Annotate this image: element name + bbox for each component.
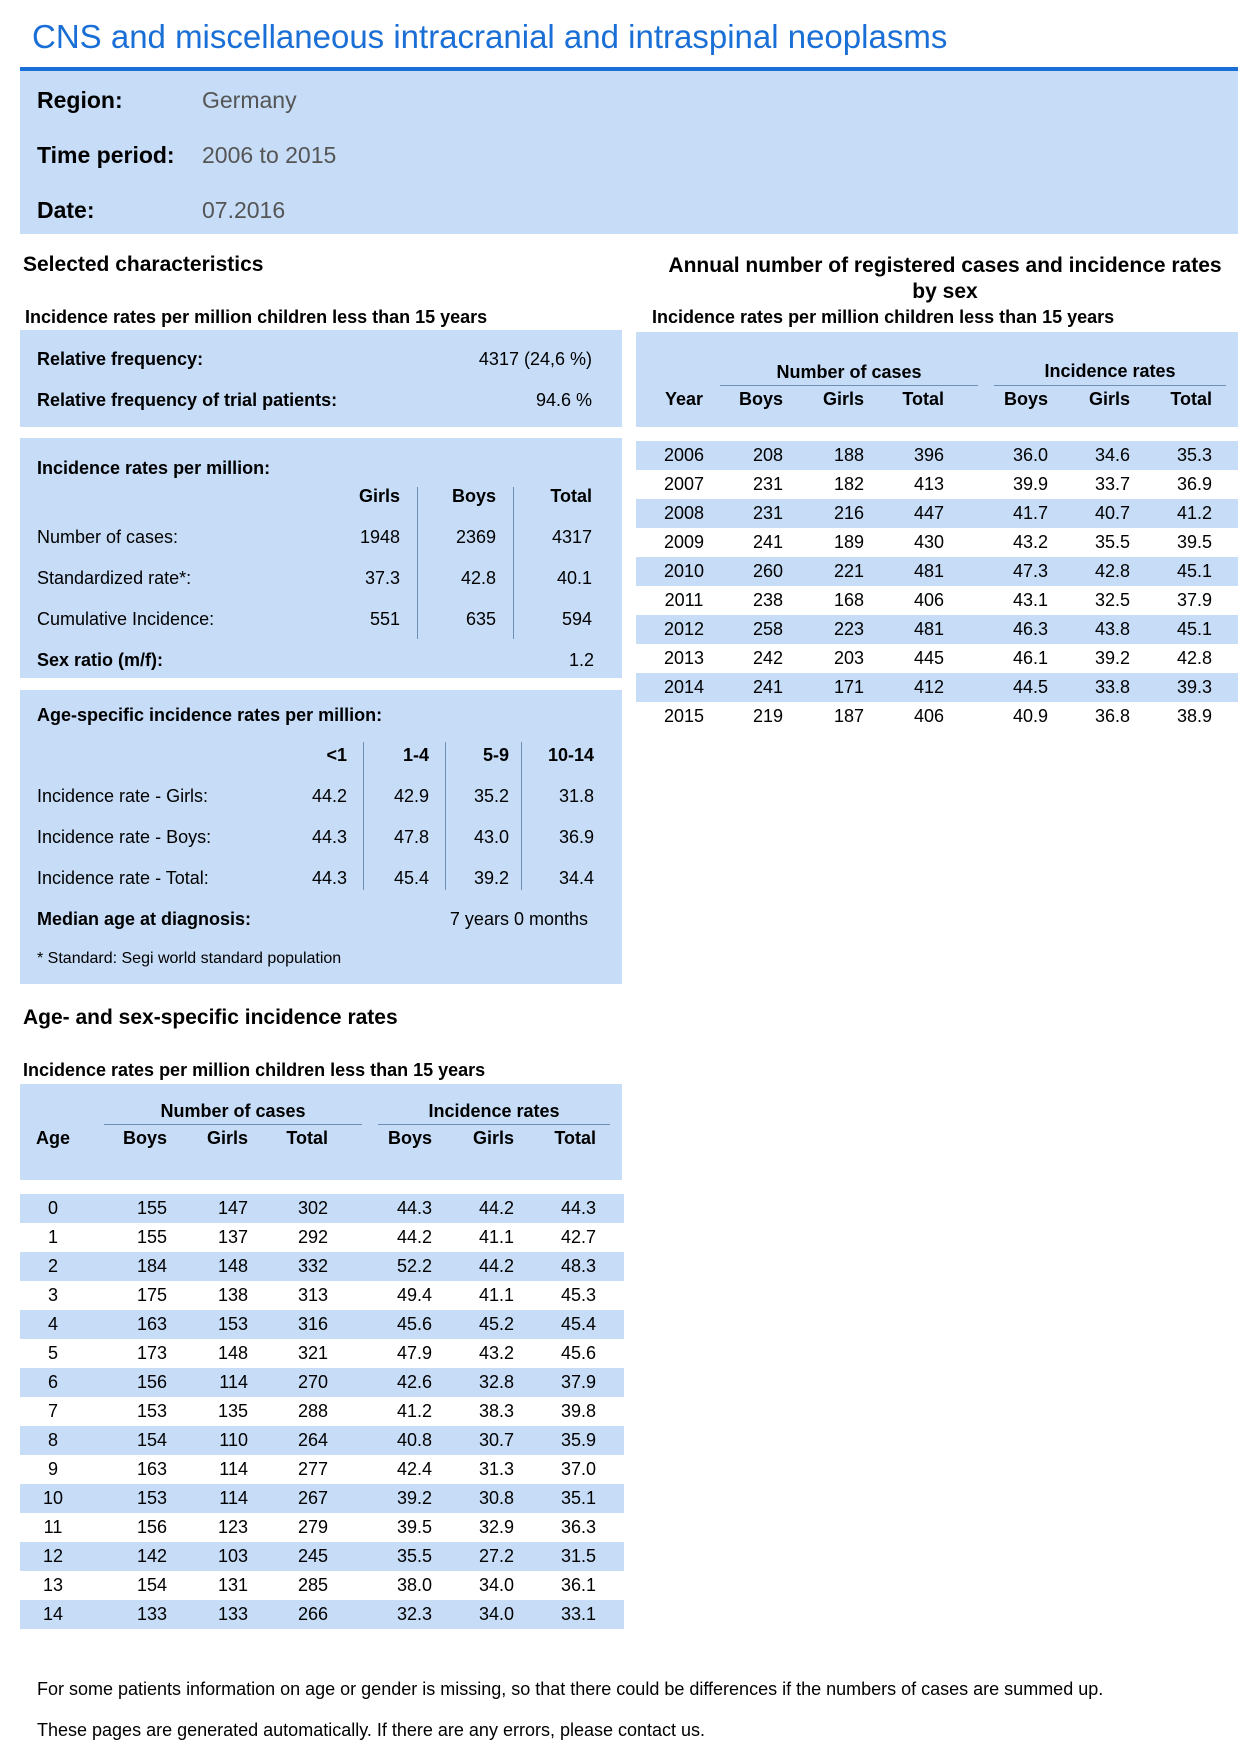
annual-cell: 41.7: [1012, 503, 1048, 523]
age_sex-cell: 45.2: [478, 1314, 514, 1334]
annual-cell: 36.9: [1176, 474, 1212, 494]
annual-cell: 223: [833, 619, 864, 639]
age_sex-cell: 34.0: [478, 1575, 514, 1595]
table-row: [20, 1600, 624, 1629]
date-label: Date:: [37, 197, 95, 223]
age_sex-row-key: 13: [42, 1575, 64, 1595]
age_sex-cell: 44.3: [560, 1198, 596, 1218]
age_sex-cell: 31.3: [478, 1459, 514, 1479]
annual-cell: 46.1: [1012, 648, 1048, 668]
annual-cell: 33.7: [1094, 474, 1130, 494]
annual-cell: 34.6: [1094, 445, 1130, 465]
age_sex-cell: 110: [219, 1430, 248, 1450]
age_sex-row-key: 2: [47, 1256, 58, 1276]
table-row: [20, 1368, 624, 1397]
age_sex-cell: 45.4: [560, 1314, 596, 1334]
annual-cell: 39.9: [1012, 474, 1048, 494]
incidence-cell: 42.8: [460, 568, 496, 588]
age_sex-cell: 163: [136, 1459, 167, 1479]
annual-row-key: 2007: [663, 474, 705, 494]
annual-cell: 258: [752, 619, 783, 639]
age-cell: 34.4: [558, 868, 594, 888]
age_sex-cell: 148: [217, 1256, 248, 1276]
table-row: [636, 470, 1238, 499]
age_sex-cell: 147: [217, 1198, 248, 1218]
annual-cell: 430: [913, 532, 944, 552]
age_sex-cell: 42.6: [396, 1372, 432, 1392]
footnote: * Standard: Segi world standard population: [37, 950, 342, 967]
incidence-col-header: Boys: [451, 486, 496, 506]
age-cell: 44.3: [311, 827, 347, 847]
age-cell: 39.2: [473, 868, 509, 888]
annual-cell: 40.7: [1094, 503, 1130, 523]
date-value: 07.2016: [202, 197, 286, 223]
age_sex-cell: 155: [136, 1227, 167, 1247]
age_sex-col-header: Age: [35, 1128, 70, 1148]
age_sex-col-header: Total: [554, 1128, 596, 1148]
age_sex-row-key: 1: [47, 1227, 58, 1247]
annual-cell: 413: [913, 474, 944, 494]
age_sex-cell: 44.2: [478, 1256, 514, 1276]
annual-cell: 481: [913, 619, 944, 639]
age_sex-row-key: 4: [47, 1314, 58, 1334]
age_sex-row-key: 6: [47, 1372, 58, 1392]
annual-cell: 412: [913, 677, 944, 697]
age_sex-row-key: 7: [47, 1401, 58, 1421]
annual-heading: [640, 253, 1250, 305]
table-row: [20, 1397, 624, 1426]
age_sex-cell: 37.9: [560, 1372, 596, 1392]
table-row: [20, 1310, 624, 1339]
median-age-value: 7 years 0 months: [449, 909, 588, 929]
annual-cell: 221: [833, 561, 864, 581]
age_sex-cell: 47.9: [396, 1343, 432, 1363]
table-row: [636, 499, 1238, 528]
age_sex-cell: 41.2: [396, 1401, 432, 1421]
annual-cell: 188: [833, 445, 864, 465]
annual-row-key: 2013: [663, 648, 705, 668]
age-sex-group-cases: Number of cases: [160, 1101, 306, 1121]
age_sex-row-key: 11: [43, 1517, 63, 1537]
age_sex-row-key: 3: [47, 1285, 58, 1305]
age_sex-cell: 184: [136, 1256, 167, 1276]
age_sex-cell: 35.5: [396, 1546, 432, 1566]
annual-row-key: 2009: [663, 532, 705, 552]
annual-col-header: Total: [1170, 389, 1212, 409]
annual-row-key: 2008: [663, 503, 705, 523]
age_sex-cell: 45.6: [396, 1314, 432, 1334]
incidence-cell: 40.1: [556, 568, 592, 588]
age_sex-cell: 49.4: [396, 1285, 432, 1305]
age_sex-cell: 32.3: [396, 1604, 432, 1624]
annual-cell: 43.2: [1012, 532, 1048, 552]
annual-cell: 171: [833, 677, 864, 697]
table-row: [20, 1513, 624, 1542]
annual-cell: 208: [752, 445, 783, 465]
age_sex-row-key: 5: [47, 1343, 58, 1363]
age-col-header: 5-9: [482, 745, 509, 765]
age_sex-cell: 135: [217, 1401, 248, 1421]
annual-cell: 231: [752, 503, 783, 523]
age_sex-cell: 154: [136, 1430, 167, 1450]
age_sex-cell: 156: [136, 1517, 167, 1537]
page-title: CNS and miscellaneous intracranial and intraspinal neoplasms: [32, 18, 948, 55]
age_sex-cell: 35.9: [560, 1430, 596, 1450]
annual-cell: 37.9: [1176, 590, 1212, 610]
age-cell: 42.9: [393, 786, 429, 806]
footer-note-generated: These pages are generated automatically. If there are any errors, please contact us.: [37, 1720, 706, 1740]
period-label: Time period:: [37, 142, 175, 168]
annual-cell: 38.9: [1176, 706, 1212, 726]
age_sex-cell: 131: [217, 1575, 248, 1595]
age_sex-cell: 41.1: [478, 1227, 514, 1247]
age_sex-cell: 285: [297, 1575, 328, 1595]
age-row-label: Incidence rate - Girls:: [37, 786, 209, 806]
rel-freq-value: 4317 (24,6 %): [478, 349, 592, 369]
age_sex-col-header: Total: [286, 1128, 328, 1148]
table-row: [20, 1571, 624, 1600]
age_sex-cell: 41.1: [478, 1285, 514, 1305]
annual-cell: 203: [833, 648, 864, 668]
annual-row-key: 2010: [663, 561, 705, 581]
incidence-row-label: Cumulative Incidence:: [37, 609, 215, 629]
age_sex-cell: 332: [297, 1256, 328, 1276]
annual-subheading: Incidence rates per million children less than 15 years: [652, 307, 1115, 327]
table-row: [636, 441, 1238, 470]
age_sex-col-header: Girls: [472, 1128, 514, 1148]
age_sex-cell: 133: [136, 1604, 167, 1624]
annual-col-header: Boys: [1003, 389, 1048, 409]
annual-cell: 45.1: [1176, 619, 1212, 639]
age_sex-cell: 153: [136, 1488, 167, 1508]
annual-cell: 45.1: [1176, 561, 1212, 581]
incidence-col-header: Girls: [358, 486, 400, 506]
annual-col-header: Girls: [822, 389, 864, 409]
annual-cell: 44.5: [1012, 677, 1048, 697]
age_sex-cell: 114: [219, 1372, 248, 1392]
age-cell: 31.8: [558, 786, 594, 806]
age_sex-cell: 31.5: [560, 1546, 596, 1566]
age-cell: 44.3: [311, 868, 347, 888]
age_sex-cell: 279: [297, 1517, 328, 1537]
annual-cell: 36.0: [1012, 445, 1048, 465]
table-row: [636, 528, 1238, 557]
age_sex-cell: 267: [297, 1488, 328, 1508]
annual-cell: 242: [752, 648, 783, 668]
age-cell: 35.2: [473, 786, 509, 806]
table-row: [20, 1339, 624, 1368]
age_sex-cell: 114: [219, 1459, 248, 1479]
annual-heading-line2: by sex: [912, 280, 978, 303]
table-row: [636, 557, 1238, 586]
table-row: [636, 673, 1238, 702]
age_sex-cell: 27.2: [478, 1546, 514, 1566]
age_sex-cell: 163: [136, 1314, 167, 1334]
age_sex-cell: 266: [297, 1604, 328, 1624]
annual-cell: 33.8: [1094, 677, 1130, 697]
table-row: [20, 1223, 624, 1252]
annual-cell: 187: [833, 706, 864, 726]
age_sex-cell: 44.2: [478, 1198, 514, 1218]
annual-cell: 447: [913, 503, 944, 523]
annual-cell: 238: [752, 590, 783, 610]
age-cell: 47.8: [393, 827, 429, 847]
table-row: [20, 1252, 624, 1281]
age_sex-cell: 270: [297, 1372, 328, 1392]
age_sex-cell: 40.8: [396, 1430, 432, 1450]
age_sex-cell: 32.8: [478, 1372, 514, 1392]
age-cell: 44.2: [311, 786, 347, 806]
incidence-cell: 37.3: [364, 568, 400, 588]
age_sex-col-header: Boys: [122, 1128, 167, 1148]
age-specific-heading: Age-specific incidence rates per million:: [37, 705, 383, 725]
age-sex-subheading: Incidence rates per million children less than 15 years: [23, 1060, 486, 1080]
table-row: [636, 702, 1238, 731]
age_sex-cell: 45.3: [560, 1285, 596, 1305]
age_sex-cell: 175: [136, 1285, 167, 1305]
table-row: [20, 1484, 624, 1513]
age_sex-cell: 42.4: [396, 1459, 432, 1479]
annual-cell: 189: [833, 532, 864, 552]
annual-cell: 481: [913, 561, 944, 581]
annual-col-header: Girls: [1088, 389, 1130, 409]
age-col-header: 1-4: [402, 745, 429, 765]
sex-ratio-value: 1.2: [568, 650, 594, 670]
age_sex-row-key: 14: [42, 1604, 64, 1624]
median-age-label: Median age at diagnosis:: [37, 909, 252, 929]
age_sex-cell: 142: [136, 1546, 167, 1566]
annual-cell: 35.3: [1176, 445, 1212, 465]
period-value: 2006 to 2015: [202, 142, 337, 168]
annual-cell: 396: [913, 445, 944, 465]
region-label: Region:: [37, 87, 123, 113]
annual-cell: 241: [752, 677, 783, 697]
age-cell: 36.9: [558, 827, 594, 847]
age_sex-cell: 34.0: [478, 1604, 514, 1624]
age_sex-cell: 138: [217, 1285, 248, 1305]
divider: [378, 1124, 610, 1125]
annual-cell: 219: [752, 706, 783, 726]
age_sex-cell: 36.3: [560, 1517, 596, 1537]
annual-cell: 47.3: [1012, 561, 1048, 581]
divider: [521, 742, 522, 890]
age_sex-cell: 44.3: [396, 1198, 432, 1218]
age_sex-cell: 39.8: [560, 1401, 596, 1421]
age_sex-cell: 153: [136, 1401, 167, 1421]
annual-cell: 182: [833, 474, 864, 494]
age-cell: 43.0: [473, 827, 509, 847]
annual-row-key: 2006: [663, 445, 705, 465]
annual-cell: 231: [752, 474, 783, 494]
age_sex-row-key: 10: [42, 1488, 64, 1508]
table-row: [636, 644, 1238, 673]
age_sex-cell: 38.3: [478, 1401, 514, 1421]
age_sex-cell: 154: [136, 1575, 167, 1595]
age_sex-cell: 44.2: [396, 1227, 432, 1247]
age_sex-cell: 42.7: [560, 1227, 596, 1247]
age-col-header: <1: [326, 745, 347, 765]
age_sex-cell: 288: [297, 1401, 328, 1421]
age_sex-cell: 302: [297, 1198, 328, 1218]
age_sex-cell: 156: [136, 1372, 167, 1392]
incidence-cell: 1948: [359, 527, 400, 547]
age_sex-row-key: 8: [47, 1430, 58, 1450]
age_sex-cell: 103: [217, 1546, 248, 1566]
age_sex-cell: 43.2: [478, 1343, 514, 1363]
divider: [720, 385, 978, 386]
incidence-cell: 551: [369, 609, 400, 629]
table-row: [20, 1455, 624, 1484]
age_sex-cell: 123: [217, 1517, 248, 1537]
age_sex-cell: 39.2: [396, 1488, 432, 1508]
incidence-heading: Incidence rates per million:: [37, 458, 271, 478]
age_sex-cell: 52.2: [396, 1256, 432, 1276]
table-row: [20, 1281, 624, 1310]
age-col-header: 10-14: [547, 745, 594, 765]
annual-row-key: 2012: [663, 619, 705, 639]
age_sex-cell: 48.3: [560, 1256, 596, 1276]
age_sex-row-key: 0: [47, 1198, 58, 1218]
selected-subheading: Incidence rates per million children less than 15 years: [25, 307, 488, 327]
age_sex-cell: 153: [217, 1314, 248, 1334]
annual-row-key: 2015: [663, 706, 705, 726]
annual-cell: 32.5: [1094, 590, 1130, 610]
incidence-row-label: Standardized rate*:: [37, 568, 192, 588]
annual-cell: 42.8: [1176, 648, 1212, 668]
annual-cell: 46.3: [1012, 619, 1048, 639]
annual-cell: 406: [913, 706, 944, 726]
annual-cell: 406: [913, 590, 944, 610]
incidence-cell: 594: [561, 609, 592, 629]
table-row: [636, 586, 1238, 615]
annual-cell: 445: [913, 648, 944, 668]
age_sex-cell: 30.7: [478, 1430, 514, 1450]
annual-cell: 168: [833, 590, 864, 610]
age_sex-cell: 313: [297, 1285, 328, 1305]
age_sex-cell: 173: [136, 1343, 167, 1363]
incidence-col-header: Total: [550, 486, 592, 506]
annual-cell: 241: [752, 532, 783, 552]
annual-cell: 43.8: [1094, 619, 1130, 639]
rel-trial-value: 94.6 %: [535, 390, 592, 410]
annual-cell: 40.9: [1012, 706, 1048, 726]
age_sex-cell: 36.1: [560, 1575, 596, 1595]
table-row: [20, 1426, 624, 1455]
age_sex-col-header: Boys: [387, 1128, 432, 1148]
annual-cell: 42.8: [1094, 561, 1130, 581]
age_sex-cell: 39.5: [396, 1517, 432, 1537]
divider: [104, 1124, 362, 1125]
age_sex-cell: 245: [297, 1546, 328, 1566]
annual-group-rates: Incidence rates: [1044, 361, 1176, 381]
age_sex-cell: 277: [297, 1459, 328, 1479]
age-cell: 45.4: [393, 868, 429, 888]
age-sex-heading: Age- and sex-specific incidence rates: [23, 1006, 398, 1029]
divider: [994, 385, 1226, 386]
rel-trial-label: Relative frequency of trial patients:: [37, 390, 338, 410]
age_sex-cell: 148: [217, 1343, 248, 1363]
age_sex-cell: 155: [136, 1198, 167, 1218]
incidence-cell: 4317: [551, 527, 592, 547]
age_sex-cell: 37.0: [560, 1459, 596, 1479]
age_sex-cell: 133: [217, 1604, 248, 1624]
incidence-cell: 635: [465, 609, 496, 629]
incidence-row-label: Number of cases:: [37, 527, 179, 547]
age_sex-cell: 38.0: [396, 1575, 432, 1595]
age_sex-cell: 137: [217, 1227, 248, 1247]
age-sex-group-rates: Incidence rates: [428, 1101, 560, 1121]
age_sex-col-header: Girls: [206, 1128, 248, 1148]
age_sex-cell: 264: [297, 1430, 328, 1450]
age_sex-cell: 321: [297, 1343, 328, 1363]
annual-col-header: Boys: [738, 389, 783, 409]
annual-heading-line1: Annual number of registered cases and incidence rates: [668, 254, 1222, 277]
age_sex-cell: 35.1: [560, 1488, 596, 1508]
age_sex-row-key: 9: [47, 1459, 58, 1479]
age_sex-cell: 114: [219, 1488, 248, 1508]
annual-cell: 39.3: [1176, 677, 1212, 697]
age-row-label: Incidence rate - Boys:: [37, 827, 212, 847]
age-row-label: Incidence rate - Total:: [37, 868, 209, 888]
incidence-cell: 2369: [455, 527, 496, 547]
table-row: [20, 1194, 624, 1223]
region-value: Germany: [202, 87, 297, 113]
sex-ratio-label: Sex ratio (m/f):: [37, 650, 164, 670]
age_sex-cell: 33.1: [560, 1604, 596, 1624]
age_sex-cell: 292: [297, 1227, 328, 1247]
annual-row-key: 2011: [664, 590, 704, 610]
selected-heading: Selected characteristics: [23, 253, 264, 276]
annual-cell: 216: [833, 503, 864, 523]
annual-cell: 43.1: [1012, 590, 1048, 610]
table-row: [20, 1542, 624, 1571]
age_sex-cell: 32.9: [478, 1517, 514, 1537]
annual-row-key: 2014: [663, 677, 705, 697]
annual-cell: 39.5: [1176, 532, 1212, 552]
footer-note-missing: For some patients information on age or gender is missing, so that there could be differences if the numbers of cases are summed up.: [37, 1679, 1104, 1699]
age_sex-cell: 30.8: [478, 1488, 514, 1508]
annual-cell: 41.2: [1176, 503, 1212, 523]
table-row: [636, 615, 1238, 644]
annual-cell: 36.8: [1094, 706, 1130, 726]
age_sex-cell: 45.6: [560, 1343, 596, 1363]
annual-cell: 260: [752, 561, 783, 581]
age_sex-row-key: 12: [42, 1546, 64, 1566]
relative-frequency-panel: [20, 330, 622, 427]
age_sex-cell: 316: [297, 1314, 328, 1334]
annual-col-header: Year: [664, 389, 704, 409]
annual-group-cases: Number of cases: [776, 362, 922, 382]
annual-col-header: Total: [902, 389, 944, 409]
rel-freq-label: Relative frequency:: [37, 349, 204, 369]
annual-cell: 39.2: [1094, 648, 1130, 668]
annual-cell: 35.5: [1094, 532, 1130, 552]
